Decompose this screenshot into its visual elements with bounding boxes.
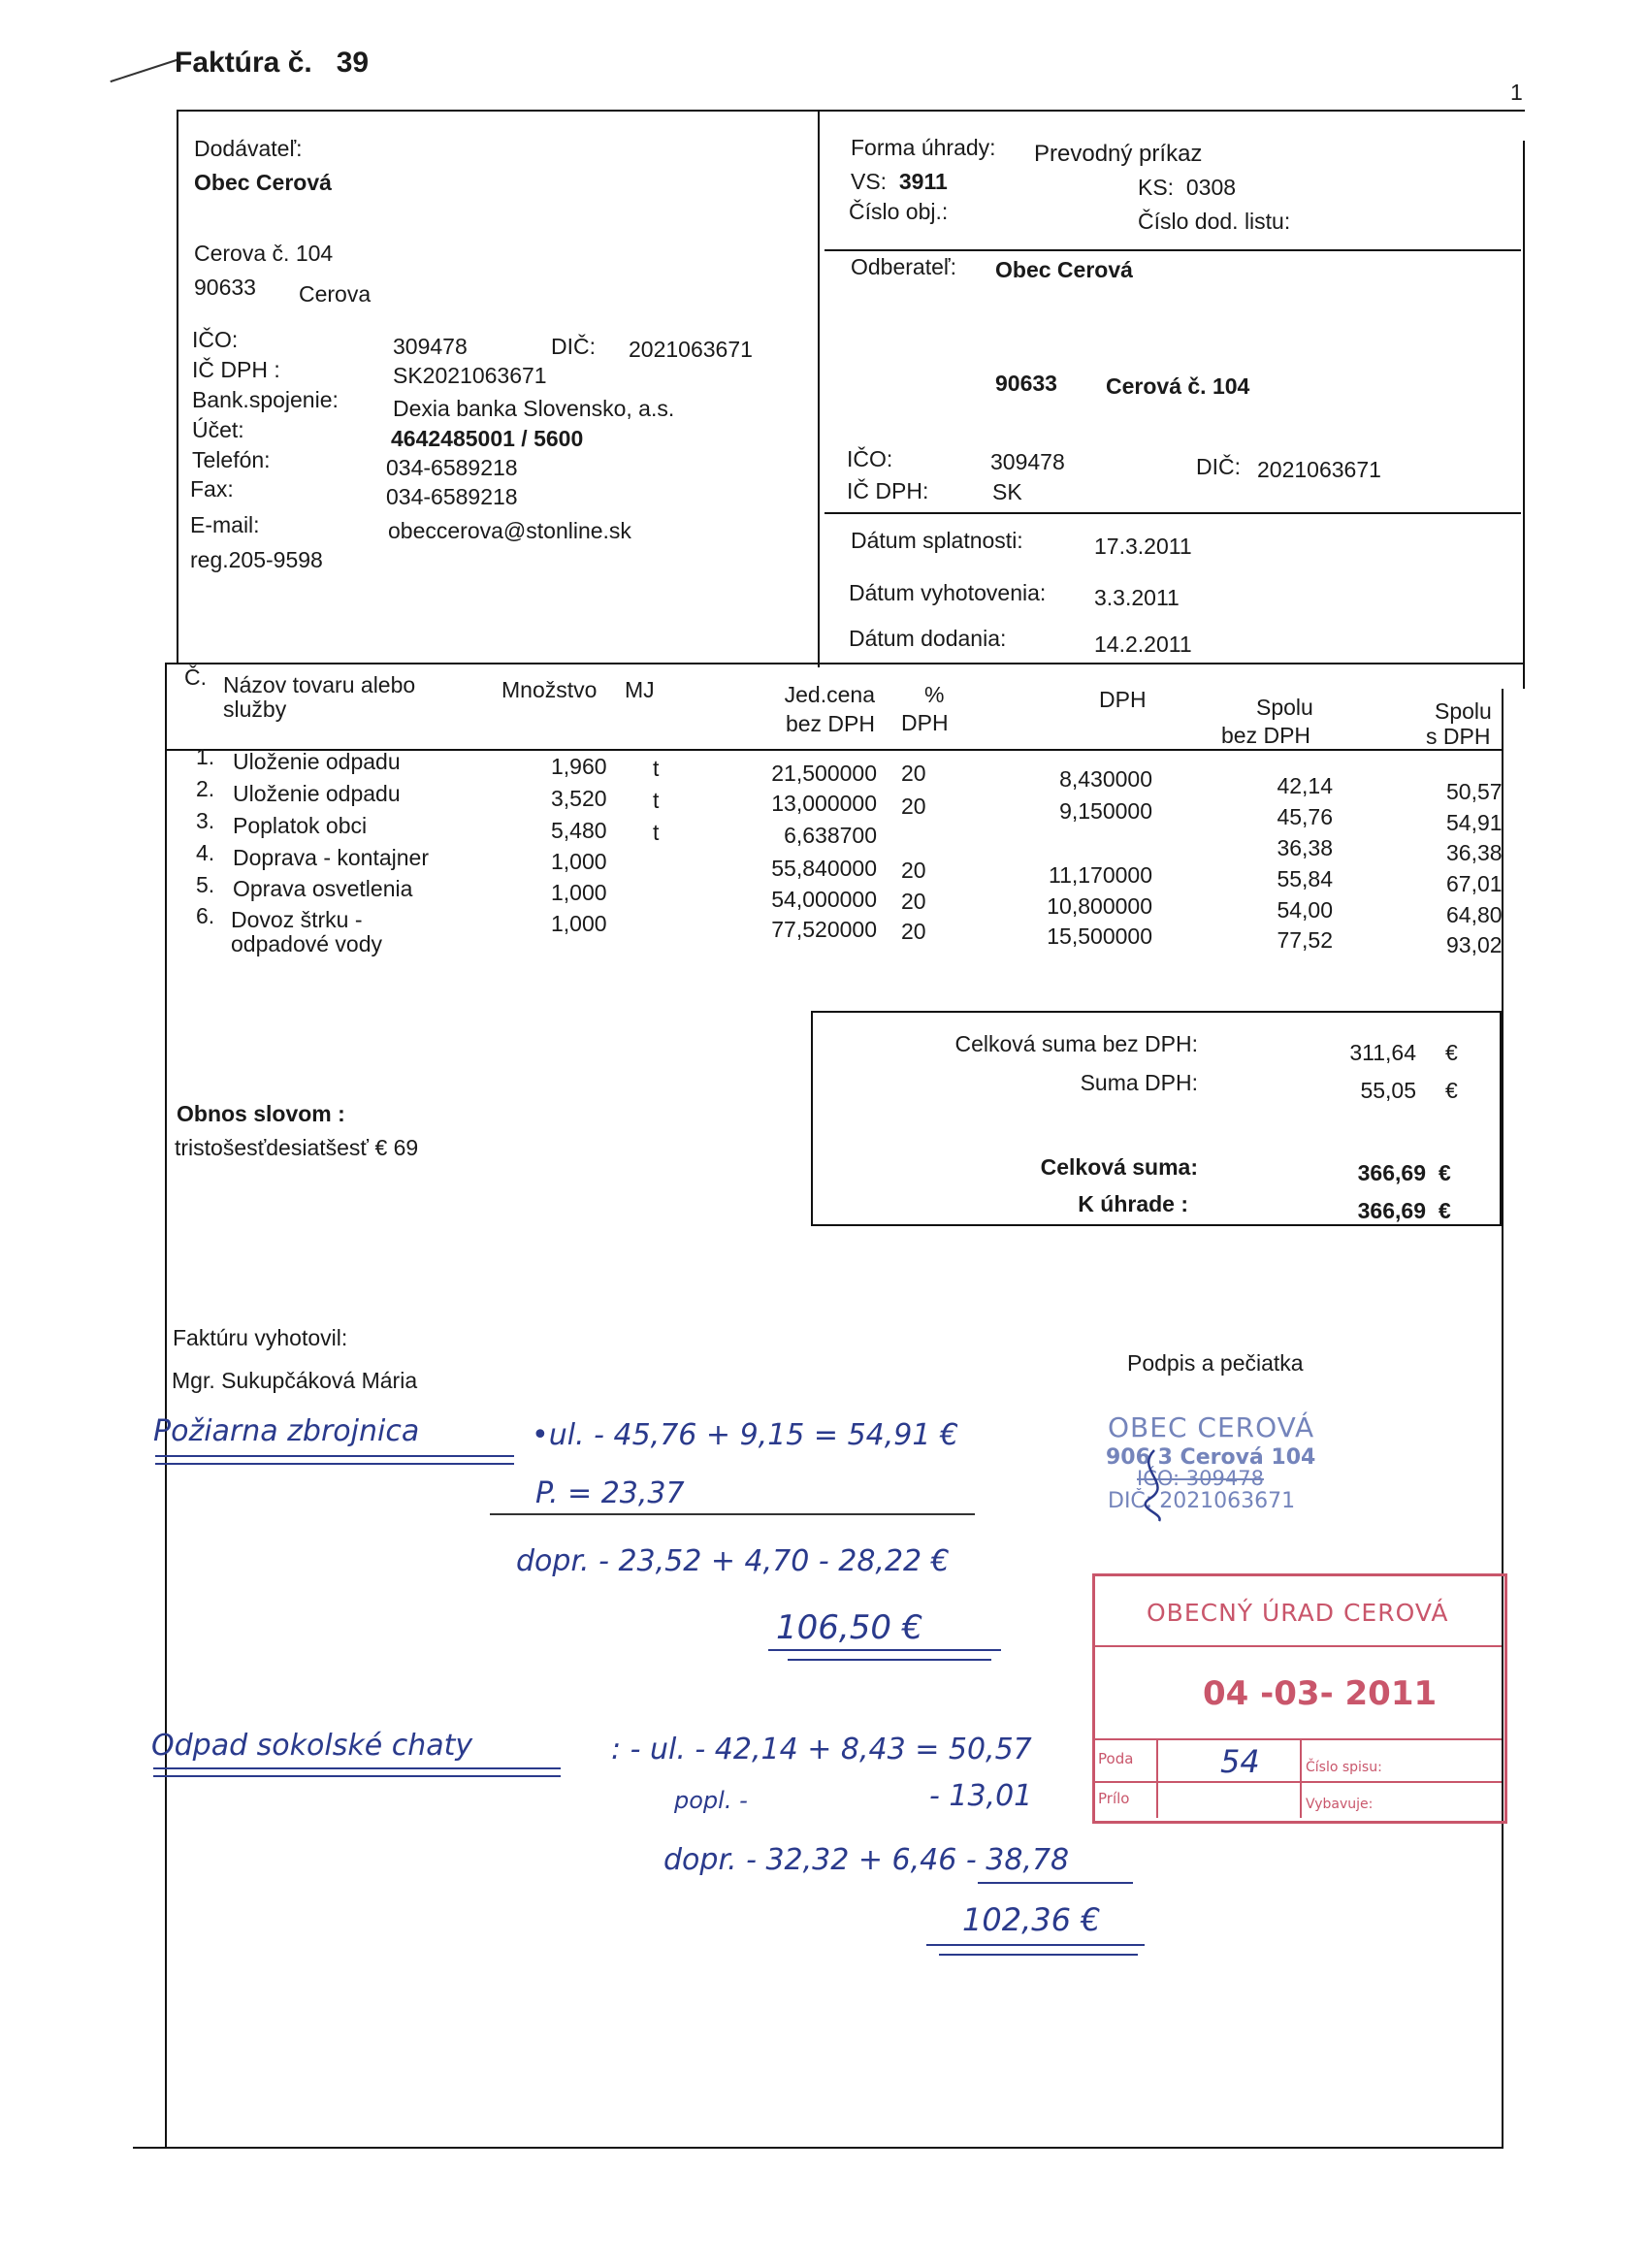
customer-ico-label: IČO:: [847, 446, 893, 471]
stamp-line-2: 906 3 Cerová 104: [1106, 1445, 1316, 1470]
supplier-account-label: Účet:: [192, 417, 244, 442]
supplier-fax-label: Fax:: [190, 476, 234, 502]
stamp-line-3: IČO: 309478: [1137, 1467, 1264, 1490]
row-total-gross: 64,80: [1446, 902, 1503, 927]
amount-due-label: K úhrade :: [1078, 1191, 1188, 1216]
frame-bottom: [133, 2147, 1503, 2149]
col-header-vat-pct-2: DPH: [901, 710, 949, 735]
row-no: 1.: [196, 744, 215, 769]
row-total-gross: 67,01: [1446, 871, 1503, 896]
invoice-title: Faktúra č. 39: [175, 47, 370, 79]
row-no: 6.: [196, 903, 215, 928]
row-vat: 8,430000: [1059, 766, 1152, 792]
hw-rule: [490, 1513, 975, 1515]
supplier-dic: 2021063671: [629, 337, 753, 362]
currency-symbol: €: [1445, 1078, 1458, 1103]
col-header-qty: Množstvo: [501, 677, 598, 702]
row-price: 6,638700: [784, 823, 877, 848]
registry-stamp-cell: Poda: [1098, 1750, 1134, 1767]
row-vat-pct: 20: [901, 919, 926, 944]
hw-underline: [939, 1954, 1138, 1956]
row-unit: t: [653, 788, 660, 813]
row-qty: 1,960: [551, 754, 607, 779]
hw-underline: [155, 1455, 514, 1457]
stamp-divider: [1300, 1740, 1302, 1818]
frame-left-upper: [177, 110, 178, 663]
signature-label: Podpis a pečiatka: [1127, 1350, 1304, 1376]
row-name: Uloženie odpadu: [233, 781, 401, 806]
hw-note-line-1: •ul. - 45,76 + 9,15 = 54,91 €: [532, 1418, 959, 1452]
customer-zip: 90633: [995, 371, 1057, 396]
supplier-name: Obec Cerová: [194, 170, 332, 195]
supplier-phone-label: Telefón:: [192, 447, 271, 472]
row-total-gross: 54,91: [1446, 810, 1503, 835]
row-total-net: 77,52: [1277, 927, 1333, 953]
total-vat-label: Suma DPH:: [1080, 1070, 1198, 1095]
col-header-total-gross: Spolu: [1435, 698, 1492, 724]
hw-underline: [153, 1775, 561, 1777]
supplier-label: Dodávateľ:: [194, 136, 303, 161]
supplier-icdph-label: IČ DPH :: [192, 357, 280, 382]
row-total-net: 54,00: [1277, 897, 1333, 923]
row-qty: 1,000: [551, 880, 607, 905]
total-net-label: Celková suma bez DPH:: [954, 1031, 1198, 1056]
row-total-gross: 93,02: [1446, 932, 1503, 957]
row-qty: 3,520: [551, 786, 607, 811]
row-vat-pct: 20: [901, 794, 926, 819]
supplier-dic-label: DIČ:: [551, 334, 596, 359]
supplier-bank: Dexia banka Slovensko, a.s.: [393, 396, 675, 421]
hw-note-line-2: P. = 23,37: [535, 1476, 685, 1510]
hw-underline: [788, 1659, 991, 1661]
customer-dic: 2021063671: [1257, 457, 1381, 482]
amount-words-value: tristošesťdesiatšesť € 69: [175, 1135, 419, 1160]
customer-dic-label: DIČ:: [1196, 454, 1241, 479]
col-header-unit: MJ: [625, 677, 655, 702]
hw-note-label-1: Požiarna zbrojnica: [153, 1414, 420, 1448]
hw-note-line-5: : - ul. - 42,14 + 8,43 = 50,57: [611, 1733, 1032, 1766]
due-date: 17.3.2011: [1094, 534, 1192, 559]
supplier-street: Cerova č. 104: [194, 241, 334, 266]
row-no: 2.: [196, 776, 215, 801]
issue-date-label: Dátum vyhotovenia:: [849, 580, 1047, 605]
payment-vs: VS: 3911: [851, 169, 948, 194]
row-qty: 5,480: [551, 818, 607, 843]
stamp-line-1: OBEC CEROVÁ: [1108, 1411, 1315, 1443]
row-no: 5.: [196, 872, 215, 897]
col-header-vat: DPH: [1099, 687, 1147, 712]
row-total-net: 36,38: [1277, 835, 1333, 860]
col-header-vat-pct: %: [924, 682, 945, 707]
row-vat: 10,800000: [1047, 893, 1152, 919]
row-price: 77,520000: [771, 917, 877, 942]
delivery-date-label: Dátum dodania:: [849, 626, 1007, 651]
hw-note-line-4: 106,50 €: [776, 1608, 923, 1647]
row-qty: 1,000: [551, 849, 607, 874]
frame-middle-divider: [818, 110, 820, 667]
hw-note-line-7: dopr. - 32,32 + 6,46 - 38,78: [663, 1843, 1070, 1877]
payment-ks: KS: 0308: [1138, 175, 1237, 200]
hw-underline: [926, 1944, 1145, 1946]
row-no: 4.: [196, 840, 215, 865]
payment-box-bottom: [824, 249, 1521, 251]
pen-stroke: [110, 59, 177, 82]
customer-city: Cerová č. 104: [1106, 373, 1250, 399]
issue-date: 3.3.2011: [1094, 585, 1180, 610]
col-header-price: Jed.cena: [784, 682, 875, 707]
row-name-continued: odpadové vody: [231, 931, 383, 956]
row-total-net: 45,76: [1277, 804, 1333, 829]
currency-symbol: €: [1445, 1040, 1458, 1065]
col-header-no: Č.: [184, 664, 207, 690]
hw-underline: [153, 1767, 561, 1769]
amount-words-label: Obnos slovom :: [177, 1101, 345, 1126]
row-name: Uloženie odpadu: [233, 749, 401, 774]
stamp-divider: [1094, 1738, 1502, 1740]
customer-label: Odberateľ:: [851, 254, 956, 279]
row-total-gross: 50,57: [1446, 779, 1503, 804]
hw-note-line-6b: - 13,01: [929, 1779, 1033, 1813]
col-header-price-2: bez DPH: [785, 711, 875, 736]
customer-icdph-label: IČ DPH:: [847, 478, 929, 503]
stamp-line-4: DIČ: 2021063671: [1108, 1489, 1296, 1513]
row-total-net: 42,14: [1277, 773, 1333, 798]
payment-method-label: Forma úhrady:: [851, 135, 996, 160]
supplier-ico-label: IČO:: [192, 327, 239, 352]
table-header-top: [167, 663, 1523, 664]
registry-stamp-title: OBECNÝ ÚRAD CEROVÁ: [1147, 1599, 1449, 1627]
row-name: Dovoz štrku -: [231, 907, 363, 932]
row-price: 21,500000: [771, 761, 877, 786]
customer-ico: 309478: [990, 449, 1065, 474]
registry-stamp-cell: Číslo spisu:: [1306, 1760, 1382, 1775]
customer-box-bottom: [824, 512, 1521, 514]
row-total-net: 55,84: [1277, 866, 1333, 891]
hw-underline: [978, 1882, 1133, 1884]
stamp-divider: [1094, 1645, 1502, 1647]
frame-right-upper: [1523, 141, 1525, 689]
signature-scribble: [1125, 1445, 1183, 1523]
registry-stamp-cell: Vybavuje:: [1306, 1797, 1374, 1812]
amount-due-value: 366,69: [1357, 1198, 1426, 1223]
row-total-gross: 36,38: [1446, 840, 1503, 865]
row-unit: t: [653, 820, 660, 845]
hw-note-line-6a: popl. -: [674, 1787, 748, 1814]
hw-underline: [768, 1649, 1001, 1651]
page-number: 1: [1510, 80, 1523, 105]
row-vat: 11,170000: [1048, 862, 1152, 888]
supplier-city: Cerova: [299, 281, 372, 307]
frame-top: [177, 110, 1525, 112]
hw-note-label-2: Odpad sokolské chaty: [151, 1729, 473, 1763]
row-vat: 15,500000: [1047, 923, 1152, 949]
hw-note-line-8: 102,36 €: [962, 1901, 1101, 1938]
currency-symbol: €: [1439, 1160, 1451, 1185]
supplier-email-label: E-mail:: [190, 512, 260, 537]
row-name: Oprava osvetlenia: [233, 876, 413, 901]
total-net-value: 311,64: [1349, 1040, 1416, 1065]
row-vat: 9,150000: [1059, 798, 1152, 824]
customer-name: Obec Cerová: [995, 257, 1133, 282]
row-vat-pct: 20: [901, 761, 926, 786]
row-no: 3.: [196, 808, 215, 833]
supplier-fax: 034-6589218: [386, 484, 518, 509]
due-date-label: Dátum splatnosti:: [851, 528, 1023, 553]
payment-method: Prevodný príkaz: [1034, 141, 1203, 167]
supplier-ico: 309478: [393, 334, 468, 359]
row-name: Doprava - kontajner: [233, 845, 429, 870]
col-header-name-2: služby: [223, 697, 287, 722]
row-price: 54,000000: [771, 887, 877, 912]
col-header-total-gross-2: s DPH: [1426, 724, 1491, 749]
registry-number-handwritten: 54: [1220, 1743, 1260, 1780]
row-name: Poplatok obci: [233, 813, 368, 838]
issuer-label: Faktúru vyhotovil:: [173, 1325, 348, 1350]
grand-total-label: Celková suma:: [1040, 1154, 1198, 1180]
delivery-date: 14.2.2011: [1094, 632, 1192, 657]
supplier-icdph: SK2021063671: [393, 363, 547, 388]
row-unit: t: [653, 756, 660, 781]
row-price: 55,840000: [771, 856, 877, 881]
customer-icdph: SK: [992, 479, 1022, 504]
grand-total-value: 366,69: [1357, 1160, 1426, 1185]
supplier-bank-label: Bank.spojenie:: [192, 387, 339, 412]
col-header-name: Názov tovaru alebo: [223, 672, 416, 697]
col-header-total-net-2: bez DPH: [1221, 723, 1311, 748]
hw-note-line-3: dopr. - 23,52 + 4,70 - 28,22 €: [516, 1544, 950, 1578]
supplier-reg: reg.205-9598: [190, 547, 323, 572]
supplier-zip: 90633: [194, 275, 256, 300]
currency-symbol: €: [1439, 1198, 1451, 1223]
col-header-total-net: Spolu: [1256, 695, 1313, 720]
issuer-name: Mgr. Sukupčáková Mária: [172, 1368, 418, 1393]
total-vat-value: 55,05: [1360, 1078, 1416, 1103]
frame-left-lower: [165, 663, 167, 2149]
hw-underline: [155, 1463, 514, 1465]
supplier-phone: 034-6589218: [386, 455, 518, 480]
registry-stamp-date: 04 -03- 2011: [1203, 1674, 1438, 1713]
row-vat-pct: 20: [901, 889, 926, 914]
stamp-divider: [1156, 1740, 1158, 1818]
order-number-label: Číslo obj.:: [849, 199, 949, 224]
stamp-divider: [1094, 1781, 1502, 1783]
delivery-note-label: Číslo dod. listu:: [1138, 209, 1291, 234]
supplier-account: 4642485001 / 5600: [391, 426, 584, 451]
row-vat-pct: 20: [901, 858, 926, 883]
registry-stamp-cell: Prílo: [1098, 1790, 1130, 1807]
row-qty: 1,000: [551, 911, 607, 936]
row-price: 13,000000: [771, 791, 877, 816]
supplier-email: obeccerova@stonline.sk: [388, 518, 631, 543]
